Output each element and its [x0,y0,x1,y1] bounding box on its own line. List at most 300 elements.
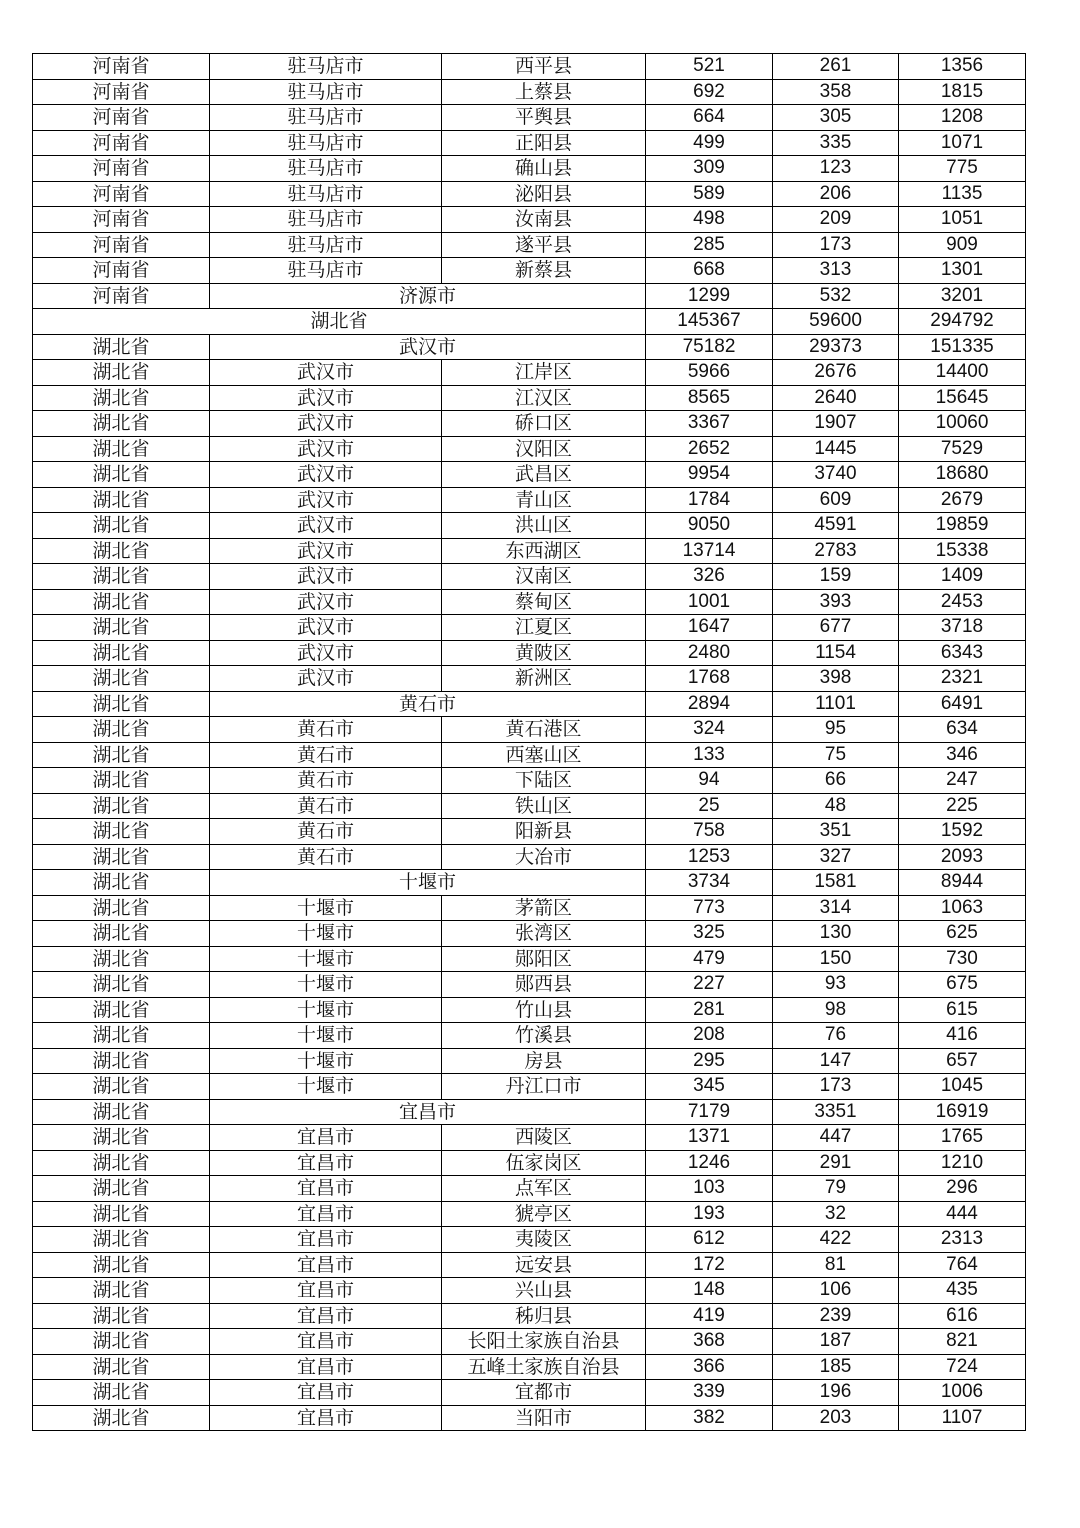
table-body [33,54,1026,1431]
value-cell-2: 1907 [773,411,899,437]
table-row [33,334,1026,360]
table-row [33,819,1026,845]
value-cell-1: 9050 [646,513,773,539]
value-cell-3: 724 [899,1354,1026,1380]
value-cell-2: 79 [773,1176,899,1202]
district-cell: 猇亭区 [442,1201,646,1227]
province-cell: 湖北省 [33,564,210,590]
value-cell-3: 2679 [899,487,1026,513]
value-cell-1: 9954 [646,462,773,488]
city-cell: 十堰市 [210,997,442,1023]
province-cell: 湖北省 [33,691,210,717]
value-cell-2: 66 [773,768,899,794]
district-cell: 夷陵区 [442,1227,646,1253]
value-cell-3: 1301 [899,258,1026,284]
province-cell: 湖北省 [33,615,210,641]
province-cell: 河南省 [33,130,210,156]
value-cell-2: 59600 [773,309,899,335]
table-row [33,207,1026,233]
value-cell-3: 1063 [899,895,1026,921]
value-cell-3: 1409 [899,564,1026,590]
district-cell: 武昌区 [442,462,646,488]
value-cell-2: 4591 [773,513,899,539]
city-cell: 宜昌市 [210,1150,442,1176]
province-cell: 河南省 [33,79,210,105]
district-cell: 下陆区 [442,768,646,794]
value-cell-2: 130 [773,921,899,947]
province-cell: 湖北省 [33,538,210,564]
value-cell-3: 444 [899,1201,1026,1227]
city-cell: 武汉市 [210,360,442,386]
value-cell-1: 345 [646,1074,773,1100]
value-cell-3: 6491 [899,691,1026,717]
value-cell-1: 668 [646,258,773,284]
value-cell-3: 730 [899,946,1026,972]
value-cell-1: 5966 [646,360,773,386]
city-total-label: 武汉市 [210,334,646,360]
value-cell-2: 1581 [773,870,899,896]
value-cell-3: 1051 [899,207,1026,233]
table-row [33,54,1026,80]
value-cell-3: 10060 [899,411,1026,437]
value-cell-3: 3718 [899,615,1026,641]
province-cell: 湖北省 [33,870,210,896]
value-cell-2: 150 [773,946,899,972]
value-cell-1: 25 [646,793,773,819]
value-cell-1: 94 [646,768,773,794]
table-row [33,487,1026,513]
value-cell-1: 368 [646,1329,773,1355]
province-cell: 河南省 [33,207,210,233]
table-row [33,946,1026,972]
district-cell: 郧西县 [442,972,646,998]
table-row [33,436,1026,462]
value-cell-3: 247 [899,768,1026,794]
value-cell-2: 206 [773,181,899,207]
value-cell-3: 8944 [899,870,1026,896]
table-row [33,1125,1026,1151]
city-cell: 驻马店市 [210,232,442,258]
city-cell: 十堰市 [210,1048,442,1074]
value-cell-3: 1135 [899,181,1026,207]
value-cell-2: 209 [773,207,899,233]
value-cell-2: 147 [773,1048,899,1074]
province-cell: 湖北省 [33,487,210,513]
value-cell-2: 196 [773,1380,899,1406]
value-cell-3: 294792 [899,309,1026,335]
value-cell-2: 313 [773,258,899,284]
table-row [33,666,1026,692]
district-cell: 汝南县 [442,207,646,233]
province-cell: 河南省 [33,283,210,309]
city-cell: 黄石市 [210,768,442,794]
value-cell-1: 1647 [646,615,773,641]
value-cell-2: 2640 [773,385,899,411]
city-cell: 武汉市 [210,589,442,615]
district-cell: 正阳县 [442,130,646,156]
city-cell: 黄石市 [210,819,442,845]
province-cell: 湖北省 [33,768,210,794]
province-cell: 湖北省 [33,819,210,845]
value-cell-3: 625 [899,921,1026,947]
table-row [33,538,1026,564]
value-cell-1: 589 [646,181,773,207]
value-cell-1: 1246 [646,1150,773,1176]
value-cell-3: 6343 [899,640,1026,666]
city-cell: 宜昌市 [210,1125,442,1151]
value-cell-3: 1107 [899,1405,1026,1431]
value-cell-3: 19859 [899,513,1026,539]
value-cell-1: 382 [646,1405,773,1431]
district-cell: 新蔡县 [442,258,646,284]
province-cell: 河南省 [33,232,210,258]
table-row [33,921,1026,947]
value-cell-1: 1001 [646,589,773,615]
district-cell: 茅箭区 [442,895,646,921]
district-cell: 铁山区 [442,793,646,819]
value-cell-1: 145367 [646,309,773,335]
table-row [33,870,1026,896]
province-cell: 湖北省 [33,462,210,488]
value-cell-3: 16919 [899,1099,1026,1125]
table-row [33,564,1026,590]
district-cell: 点军区 [442,1176,646,1202]
city-cell: 宜昌市 [210,1252,442,1278]
table-row [33,385,1026,411]
value-cell-2: 1101 [773,691,899,717]
value-cell-1: 227 [646,972,773,998]
province-cell: 河南省 [33,258,210,284]
province-cell: 湖北省 [33,1176,210,1202]
value-cell-2: 609 [773,487,899,513]
value-cell-3: 615 [899,997,1026,1023]
value-cell-1: 193 [646,1201,773,1227]
city-cell: 驻马店市 [210,79,442,105]
value-cell-3: 657 [899,1048,1026,1074]
province-cell: 湖北省 [33,1252,210,1278]
city-cell: 武汉市 [210,640,442,666]
value-cell-2: 291 [773,1150,899,1176]
province-cell: 湖北省 [33,1380,210,1406]
district-cell: 江岸区 [442,360,646,386]
value-cell-3: 1071 [899,130,1026,156]
value-cell-2: 159 [773,564,899,590]
table-row [33,1150,1026,1176]
value-cell-3: 225 [899,793,1026,819]
value-cell-3: 416 [899,1023,1026,1049]
value-cell-1: 1784 [646,487,773,513]
value-cell-2: 185 [773,1354,899,1380]
value-cell-1: 339 [646,1380,773,1406]
table-row [33,411,1026,437]
value-cell-2: 393 [773,589,899,615]
table-row [33,513,1026,539]
value-cell-2: 532 [773,283,899,309]
province-cell: 湖北省 [33,666,210,692]
district-cell: 宜都市 [442,1380,646,1406]
district-cell: 遂平县 [442,232,646,258]
city-cell: 宜昌市 [210,1354,442,1380]
value-cell-2: 239 [773,1303,899,1329]
table-row [33,640,1026,666]
value-cell-3: 435 [899,1278,1026,1304]
value-cell-2: 75 [773,742,899,768]
district-cell: 汉南区 [442,564,646,590]
city-cell: 十堰市 [210,1023,442,1049]
table-row [33,360,1026,386]
district-cell: 洪山区 [442,513,646,539]
table-row [33,156,1026,182]
value-cell-2: 93 [773,972,899,998]
province-cell: 湖北省 [33,385,210,411]
city-cell: 十堰市 [210,972,442,998]
table-row [33,1048,1026,1074]
city-cell: 武汉市 [210,462,442,488]
value-cell-3: 1208 [899,105,1026,131]
district-cell: 五峰土家族自治县 [442,1354,646,1380]
province-cell: 河南省 [33,105,210,131]
table-row [33,309,1026,335]
province-cell: 河南省 [33,156,210,182]
district-cell: 竹溪县 [442,1023,646,1049]
city-cell: 武汉市 [210,564,442,590]
table-row [33,79,1026,105]
value-cell-1: 2652 [646,436,773,462]
table-row [33,742,1026,768]
district-cell: 平舆县 [442,105,646,131]
province-cell: 湖北省 [33,972,210,998]
value-cell-1: 498 [646,207,773,233]
city-cell: 宜昌市 [210,1329,442,1355]
city-cell: 驻马店市 [210,258,442,284]
value-cell-2: 173 [773,232,899,258]
province-cell: 湖北省 [33,793,210,819]
value-cell-3: 1210 [899,1150,1026,1176]
province-cell: 湖北省 [33,1303,210,1329]
value-cell-3: 15645 [899,385,1026,411]
value-cell-2: 95 [773,717,899,743]
value-cell-3: 296 [899,1176,1026,1202]
value-cell-1: 148 [646,1278,773,1304]
province-cell: 湖北省 [33,1023,210,1049]
value-cell-2: 2783 [773,538,899,564]
table-row [33,793,1026,819]
value-cell-2: 305 [773,105,899,131]
district-cell: 西陵区 [442,1125,646,1151]
district-cell: 郧阳区 [442,946,646,972]
value-cell-1: 2894 [646,691,773,717]
value-cell-3: 14400 [899,360,1026,386]
value-cell-3: 1815 [899,79,1026,105]
city-cell: 宜昌市 [210,1176,442,1202]
city-cell: 驻马店市 [210,181,442,207]
value-cell-3: 18680 [899,462,1026,488]
value-cell-2: 261 [773,54,899,80]
province-cell: 湖北省 [33,1074,210,1100]
province-cell: 湖北省 [33,1048,210,1074]
district-cell: 长阳土家族自治县 [442,1329,646,1355]
province-cell: 湖北省 [33,1354,210,1380]
table-row [33,1227,1026,1253]
city-cell: 武汉市 [210,513,442,539]
province-cell: 湖北省 [33,589,210,615]
district-cell: 黄石港区 [442,717,646,743]
city-cell: 宜昌市 [210,1201,442,1227]
district-cell: 青山区 [442,487,646,513]
value-cell-2: 3351 [773,1099,899,1125]
value-cell-1: 7179 [646,1099,773,1125]
province-cell: 湖北省 [33,1099,210,1125]
table-row [33,181,1026,207]
table-row [33,283,1026,309]
district-cell: 竹山县 [442,997,646,1023]
value-cell-1: 13714 [646,538,773,564]
city-cell: 武汉市 [210,385,442,411]
table-row [33,1023,1026,1049]
value-cell-1: 309 [646,156,773,182]
value-cell-3: 2093 [899,844,1026,870]
value-cell-2: 677 [773,615,899,641]
value-cell-2: 3740 [773,462,899,488]
province-cell: 湖北省 [33,1125,210,1151]
province-cell: 湖北省 [33,1329,210,1355]
region-statistics-table [32,53,1026,1431]
value-cell-3: 1006 [899,1380,1026,1406]
city-cell: 宜昌市 [210,1303,442,1329]
value-cell-2: 398 [773,666,899,692]
city-cell: 黄石市 [210,793,442,819]
table-row [33,997,1026,1023]
value-cell-3: 1045 [899,1074,1026,1100]
value-cell-3: 909 [899,232,1026,258]
value-cell-1: 133 [646,742,773,768]
province-cell: 湖北省 [33,1278,210,1304]
district-cell: 汉阳区 [442,436,646,462]
district-cell: 秭归县 [442,1303,646,1329]
city-cell: 驻马店市 [210,130,442,156]
city-cell: 驻马店市 [210,156,442,182]
table-row [33,130,1026,156]
value-cell-2: 1154 [773,640,899,666]
district-cell: 大冶市 [442,844,646,870]
value-cell-1: 692 [646,79,773,105]
province-cell: 河南省 [33,181,210,207]
city-cell: 宜昌市 [210,1405,442,1431]
value-cell-3: 2321 [899,666,1026,692]
value-cell-3: 616 [899,1303,1026,1329]
table-row [33,768,1026,794]
table-row [33,1278,1026,1304]
city-cell: 武汉市 [210,436,442,462]
value-cell-1: 172 [646,1252,773,1278]
value-cell-1: 326 [646,564,773,590]
value-cell-1: 612 [646,1227,773,1253]
city-cell: 驻马店市 [210,54,442,80]
city-total-label: 十堰市 [210,870,646,896]
table-row [33,972,1026,998]
table-row [33,1099,1026,1125]
value-cell-3: 3201 [899,283,1026,309]
province-cell: 湖北省 [33,1405,210,1431]
table-row [33,232,1026,258]
province-cell: 湖北省 [33,997,210,1023]
value-cell-2: 106 [773,1278,899,1304]
value-cell-1: 325 [646,921,773,947]
district-cell: 硚口区 [442,411,646,437]
value-cell-2: 2676 [773,360,899,386]
value-cell-1: 499 [646,130,773,156]
city-cell: 十堰市 [210,921,442,947]
value-cell-3: 151335 [899,334,1026,360]
value-cell-2: 314 [773,895,899,921]
table-row [33,1201,1026,1227]
city-cell: 十堰市 [210,895,442,921]
value-cell-2: 29373 [773,334,899,360]
value-cell-1: 758 [646,819,773,845]
value-cell-1: 75182 [646,334,773,360]
district-cell: 新洲区 [442,666,646,692]
value-cell-3: 15338 [899,538,1026,564]
value-cell-1: 479 [646,946,773,972]
value-cell-1: 664 [646,105,773,131]
province-cell: 湖北省 [33,334,210,360]
province-cell: 湖北省 [33,411,210,437]
province-cell: 湖北省 [33,360,210,386]
value-cell-1: 366 [646,1354,773,1380]
district-cell: 黄陂区 [442,640,646,666]
city-cell: 黄石市 [210,742,442,768]
value-cell-2: 32 [773,1201,899,1227]
district-cell: 张湾区 [442,921,646,947]
value-cell-3: 2313 [899,1227,1026,1253]
district-cell: 西平县 [442,54,646,80]
district-cell: 当阳市 [442,1405,646,1431]
city-cell: 黄石市 [210,717,442,743]
district-cell: 确山县 [442,156,646,182]
value-cell-1: 521 [646,54,773,80]
value-cell-2: 422 [773,1227,899,1253]
city-cell: 十堰市 [210,946,442,972]
province-cell: 湖北省 [33,513,210,539]
table-row [33,1074,1026,1100]
value-cell-2: 327 [773,844,899,870]
table-row [33,1329,1026,1355]
district-cell: 上蔡县 [442,79,646,105]
value-cell-3: 346 [899,742,1026,768]
value-cell-2: 203 [773,1405,899,1431]
province-cell: 湖北省 [33,1201,210,1227]
city-cell: 武汉市 [210,615,442,641]
province-total-label: 湖北省 [33,309,646,335]
table-row [33,844,1026,870]
value-cell-1: 8565 [646,385,773,411]
table-row [33,615,1026,641]
value-cell-1: 419 [646,1303,773,1329]
table-row [33,1303,1026,1329]
value-cell-2: 447 [773,1125,899,1151]
value-cell-3: 1592 [899,819,1026,845]
city-cell: 武汉市 [210,411,442,437]
value-cell-2: 48 [773,793,899,819]
value-cell-3: 2453 [899,589,1026,615]
district-cell: 房县 [442,1048,646,1074]
district-cell: 远安县 [442,1252,646,1278]
city-total-label: 黄石市 [210,691,646,717]
district-cell: 泌阳县 [442,181,646,207]
value-cell-3: 764 [899,1252,1026,1278]
province-cell: 湖北省 [33,742,210,768]
table-row [33,1176,1026,1202]
